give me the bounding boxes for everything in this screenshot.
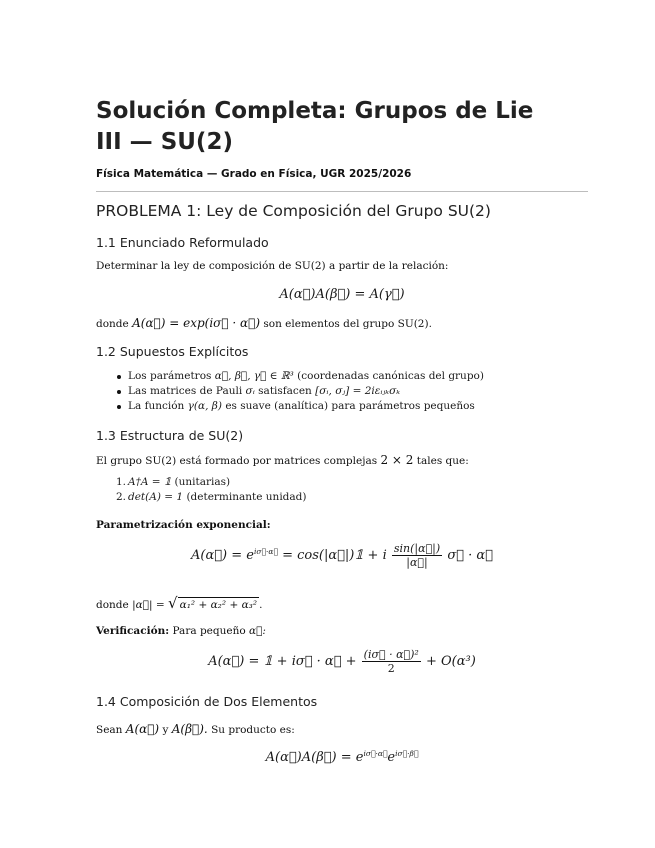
product-equation [96,750,588,765]
intro-text: y [162,724,169,736]
fraction-numerator: (iσ⃗ · α⃗)² [363,648,419,661]
eq-part: A(α⃗)A(β⃗) = e [265,750,364,765]
section-1-3-heading: 1.3 Estructura de SU(2) [96,428,244,443]
document-subtitle: Física Matemática — Grado en Física, UGR 2025/2026 [96,168,412,180]
intro-math: A(β⃗). [171,722,208,736]
sqrt-content: α₁² + α₂² + α₃² [179,599,258,611]
item-math: det(A) = 1 [128,491,184,503]
list-item [96,475,306,490]
item-math: [σᵢ, σⱼ] = 2iεᵢⱼₖσₖ [315,385,401,397]
section-1-1-after [96,316,432,331]
eq-exponent: iσ⃗·α⃗ [363,749,388,758]
eq-part: = cos(|α⃗|)𝟙 + i [282,548,387,563]
eq-exponent: iσ⃗·α⃗ [253,547,278,556]
expansion-equation [96,648,588,675]
eq-exponent: iσ⃗·β⃗ [395,749,419,758]
item-math: γ(α, β) [187,400,222,412]
intro-text: Su producto es: [211,724,295,736]
item-text: Los parámetros [128,370,212,382]
section-1-1-heading: 1.1 Enunciado Reformulado [96,235,269,250]
item-text: (unitarias) [174,476,231,488]
item-text: Las matrices de Pauli [128,385,243,397]
list-item [96,384,484,399]
document-title: Solución Completa: Grupos de Lie III — SU(2) [96,98,534,155]
intro-text: El grupo SU(2) está formado por matrices complejas [96,455,378,467]
list-item [96,490,306,505]
eq-part: σ⃗ · α⃗ [447,548,493,563]
where-text: donde [96,599,129,611]
after-math: A(α⃗) = exp(iσ⃗ · α⃗) [132,316,261,330]
fraction-denominator: 2 [387,662,395,675]
fraction-denominator: |α⃗| [406,556,428,569]
item-number: 2. [116,491,127,503]
eq-part: e [387,750,396,765]
list-item [96,399,484,414]
intro-text: tales que: [416,455,469,467]
where-end: . [259,599,263,611]
param-label [96,518,271,532]
item-math: A†A = 𝟙 [128,476,172,488]
divider [96,191,588,192]
verification-math: α⃗: [249,625,266,637]
eq-fraction [362,648,421,675]
section-1-2-heading: 1.2 Supuestos Explícitos [96,344,249,359]
intro-text: Sean [96,724,123,736]
eq-part: A(α⃗) = e [191,548,254,563]
item-math: α⃗, β⃗, γ⃗ ∈ ℝ³ [214,370,294,382]
eq-fraction [392,542,442,569]
item-text: La función [128,400,185,412]
eq-part: + O(α³) [425,654,476,669]
item-text: es suave (analítica) para parámetros pequeños [225,400,475,412]
intro-math: A(α⃗) [125,722,160,736]
problem-1-heading: PROBLEMA 1: Ley de Composición del Grupo SU(2) [96,202,491,220]
item-text: (determinante unidad) [186,491,307,503]
item-math: σᵢ [245,385,255,397]
param-equation [96,542,588,569]
eq-part: A(α⃗) = 𝟙 + iσ⃗ · α⃗ + [208,654,357,669]
section-1-1-intro: Determinar la ley de composición de SU(2) a partir de la relación: [96,260,449,272]
item-text: (coordenadas canónicas del grupo) [297,370,484,382]
assumptions-list [96,369,484,414]
section-1-4-heading: 1.4 Composición de Dos Elementos [96,694,318,709]
item-number: 1. [116,476,127,488]
verification-label: Verificación: [96,625,170,637]
param-label-text: Parametrización exponencial: [96,519,271,531]
after-prefix: donde [96,318,129,330]
list-item [96,369,484,384]
section-1-3-intro [96,453,469,468]
verification-line [96,624,266,638]
modulus-definition: donde |α⃗| = √ α₁² + α₂² + α₃² . [96,594,263,612]
composition-equation: A(α⃗)A(β⃗) = A(γ⃗) [279,287,405,302]
fraction-numerator: sin(|α⃗|) [393,542,441,555]
where-math: |α⃗| = [132,599,169,611]
section-1-4-intro [96,722,295,737]
after-suffix: son elementos del grupo SU(2). [263,318,432,330]
unitary-conditions-list [96,475,306,505]
item-text: satisfacen [258,385,312,397]
verification-text: Para pequeño [172,625,246,637]
intro-math: 2 × 2 [380,453,414,467]
